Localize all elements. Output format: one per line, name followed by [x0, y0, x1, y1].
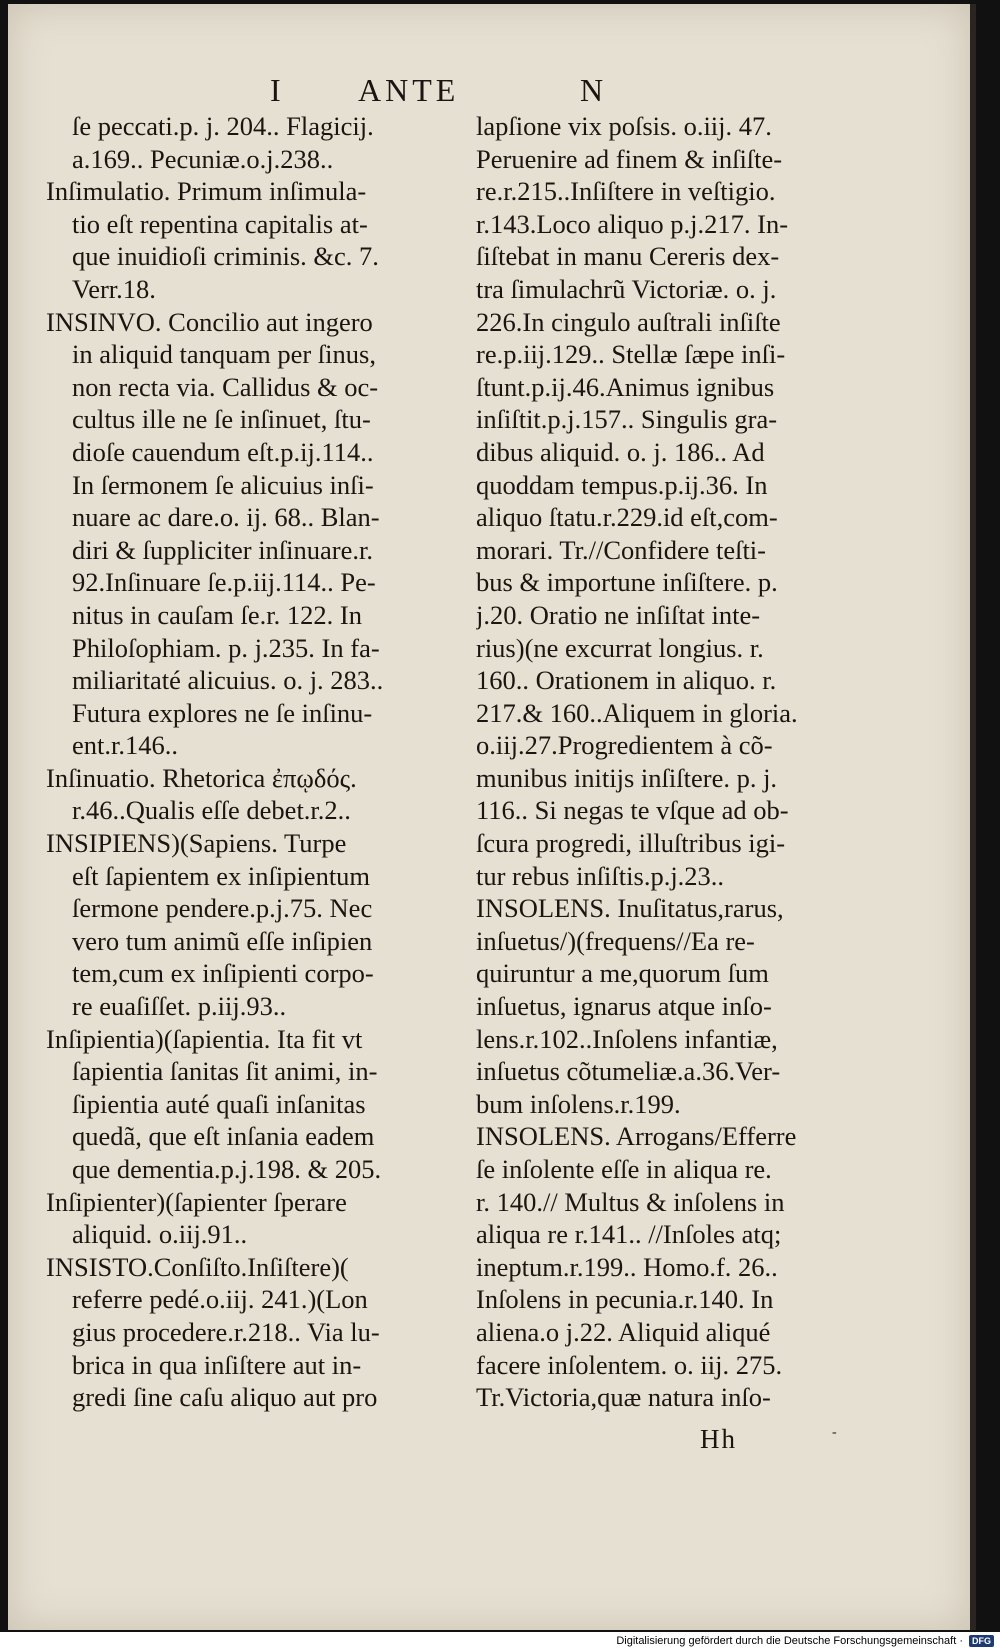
running-header — [270, 72, 670, 112]
text-line: Verr.18. — [72, 273, 156, 304]
text-line: que inuidioſi criminis. &c. 7. — [72, 241, 379, 272]
text-line: inſuetus/)(frequens//Ea re- — [476, 925, 755, 956]
text-line: ſermone pendere.p.j.75. Nec — [72, 893, 373, 924]
text-line: nuare ac dare.o. ij. 68.. Blan- — [72, 502, 380, 533]
text-line: Inſimulatio. Primum inſimula- — [46, 176, 367, 207]
text-line: bus & importune inſiſtere. p. — [476, 567, 778, 598]
text-line: 160.. Orationem in aliquo. r. — [476, 665, 777, 696]
text-line: que dementia.p.j.198. & 205. — [72, 1154, 382, 1184]
text-line: brica in qua inſiſtere aut in- — [72, 1349, 362, 1380]
text-line: tur rebus inſiſtis.p.j.23.. — [476, 860, 725, 891]
text-line: ſapientia ſanitas ſit animi, in- — [72, 1056, 378, 1087]
header-middle-word: ANTE — [358, 72, 460, 108]
text-line: lapſione vix poſsis. o.iij. 47. — [476, 111, 772, 141]
dfg-logo: DFG — [969, 1635, 994, 1647]
text-line: INSOLENS. Arrogans/Efferre — [476, 1121, 797, 1152]
text-line: a.169.. Pecuniæ.o.j.238.. — [72, 143, 334, 174]
left-column — [46, 110, 446, 1414]
text-line: r. 140.// Multus & inſolens in — [476, 1186, 785, 1217]
text-line: referre pedé.o.iij. 241.)(Lon — [72, 1284, 368, 1315]
text-line: quedã, que eſt inſania eadem — [72, 1121, 375, 1152]
text-line: nitus in cauſam ſe.r. 122. In — [72, 599, 362, 630]
text-line: ſcura progredi, illuſtribus igi- — [476, 828, 786, 859]
text-line: INSOLENS. Inuſitatus,rarus, — [476, 893, 784, 924]
text-line: r.46..Qualis eſſe debet.r.2.. — [72, 795, 351, 826]
text-line: r.143.Loco aliquo p.j.217. In- — [476, 208, 789, 239]
text-line: in aliquid tanquam per ſinus, — [72, 339, 376, 370]
text-line: quoddam tempus.p.ij.36. In — [476, 469, 768, 500]
text-line: Peruenire ad finem & inſiſte- — [476, 143, 783, 174]
text-line: INSIPIENS)(Sapiens. Turpe — [46, 828, 347, 859]
text-line: tem,cum ex inſipienti corpo- — [72, 958, 374, 989]
text-line: vero tum animũ eſſe inſipien — [72, 925, 373, 956]
text-line: ineptum.r.199.. Homo.f. 26.. — [476, 1251, 778, 1282]
text-line: cultus ille ne ſe inſinuet, ſtu- — [72, 404, 371, 435]
text-line: Inſinuatio. Rhetorica ἐπῳδός. — [46, 762, 357, 793]
text-line: ſiſtebat in manu Cereris dex- — [476, 241, 780, 272]
text-line: ſe peccati.p. j. 204.. Flagicij. — [72, 111, 374, 141]
text-line: Futura explores ne ſe inſinu- — [72, 697, 373, 728]
text-line: aliquid. o.iij.91.. — [72, 1219, 248, 1250]
text-line: tio eſt repentina capitalis at- — [72, 208, 368, 239]
digitization-credit: Digitalisierung gefördert durch die Deutsche Forschungsgemeinschaft · — [616, 1635, 963, 1647]
text-line: Philoſophiam. p. j.235. In fa- — [72, 632, 380, 663]
text-line: inſuetus, ignarus atque inſo- — [476, 991, 772, 1022]
text-line: miliaritaté alicuius. o. j. 283.. — [72, 665, 384, 696]
text-line: inſuetus cõtumeliæ.a.36.Ver- — [476, 1056, 781, 1087]
text-line: rius)(ne excurrat longius. r. — [476, 632, 764, 663]
text-line: re.p.iij.129.. Stellæ ſæpe inſi- — [476, 339, 786, 370]
text-line: aliquo ſtatu.r.229.id eſt,com- — [476, 502, 778, 533]
text-line: 92.Inſinuare ſe.p.iij.114.. Pe- — [72, 567, 376, 598]
text-line: aliqua re r.141.. //Inſoles atq; — [476, 1219, 782, 1250]
text-line: ſe inſolente eſſe in aliqua re. — [476, 1154, 772, 1184]
text-line: facere inſolentem. o. iij. 275. — [476, 1349, 783, 1380]
text-line: munibus initijs inſiſtere. p. j. — [476, 762, 778, 793]
text-line: Inſolens in pecunia.r.140. In — [476, 1284, 774, 1315]
text-line: morari. Tr.//Confidere teſti- — [476, 534, 766, 565]
footer-strip — [0, 1632, 1000, 1650]
text-line: INSINVO. Concilio aut ingero — [46, 306, 373, 337]
header-right-letter: N — [580, 72, 608, 108]
text-line: non recta via. Callidus & oc- — [72, 371, 379, 402]
text-line: ent.r.146.. — [72, 730, 178, 761]
text-line: dibus aliquid. o. j. 186.. Ad — [476, 436, 765, 467]
text-line: 226.In cingulo auſtrali inſiſte — [476, 306, 781, 337]
header-left-letter: I — [270, 72, 285, 108]
text-line: lens.r.102..Inſolens infantiæ, — [476, 1023, 778, 1054]
text-line: re.r.215..Inſiſtere in veſtigio. — [476, 176, 776, 207]
signature-mark: Hh — [700, 1424, 737, 1454]
text-line: dioſe cauendum eſt.p.ij.114.. — [72, 436, 374, 467]
text-line: eſt ſapientem ex inſipientum — [72, 860, 371, 891]
text-line: diri & ſuppliciter inſinuare.r. — [72, 534, 373, 565]
text-line: tra ſimulachrũ Victoriæ. o. j. — [476, 273, 777, 304]
text-line: gredi ſine caſu aliquo aut pro — [72, 1382, 378, 1413]
text-line: In ſermonem ſe alicuius inſi- — [72, 469, 374, 500]
text-line: re euaſiſſet. p.iij.93.. — [72, 991, 287, 1022]
text-line: o.iij.27.Progredientem à cõ- — [476, 730, 773, 761]
text-line: inſiſtit.p.j.157.. Singulis gra- — [476, 404, 778, 435]
text-line: bum inſolens.r.199. — [476, 1088, 681, 1119]
text-line: Tr.Victoria,quæ natura inſo- — [476, 1382, 771, 1413]
text-line: ſtunt.p.ij.46.Animus ignibus — [476, 371, 775, 402]
catchword-tick: - — [832, 1425, 837, 1440]
text-line: quiruntur a me,quorum ſum — [476, 958, 769, 989]
right-column — [476, 110, 860, 1414]
text-line: Inſipienter)(ſapienter ſperare — [46, 1186, 347, 1217]
text-line: gius procedere.r.218.. Via lu- — [72, 1316, 380, 1347]
text-line: ſipientia auté quaſi inſanitas — [72, 1088, 366, 1119]
text-line: INSISTO.Conſiſto.Inſiſtere)( — [46, 1251, 349, 1282]
text-line: j.20. Oratio ne inſiſtat inte- — [476, 599, 761, 630]
text-line: 116.. Si negas te vſque ad ob- — [476, 795, 789, 826]
text-line: Inſipientia)(ſapientia. Ita fit vt — [46, 1023, 363, 1054]
text-line: aliena.o j.22. Aliquid aliqué — [476, 1316, 771, 1347]
text-line: 217.& 160..Aliquem in gloria. — [476, 697, 798, 728]
